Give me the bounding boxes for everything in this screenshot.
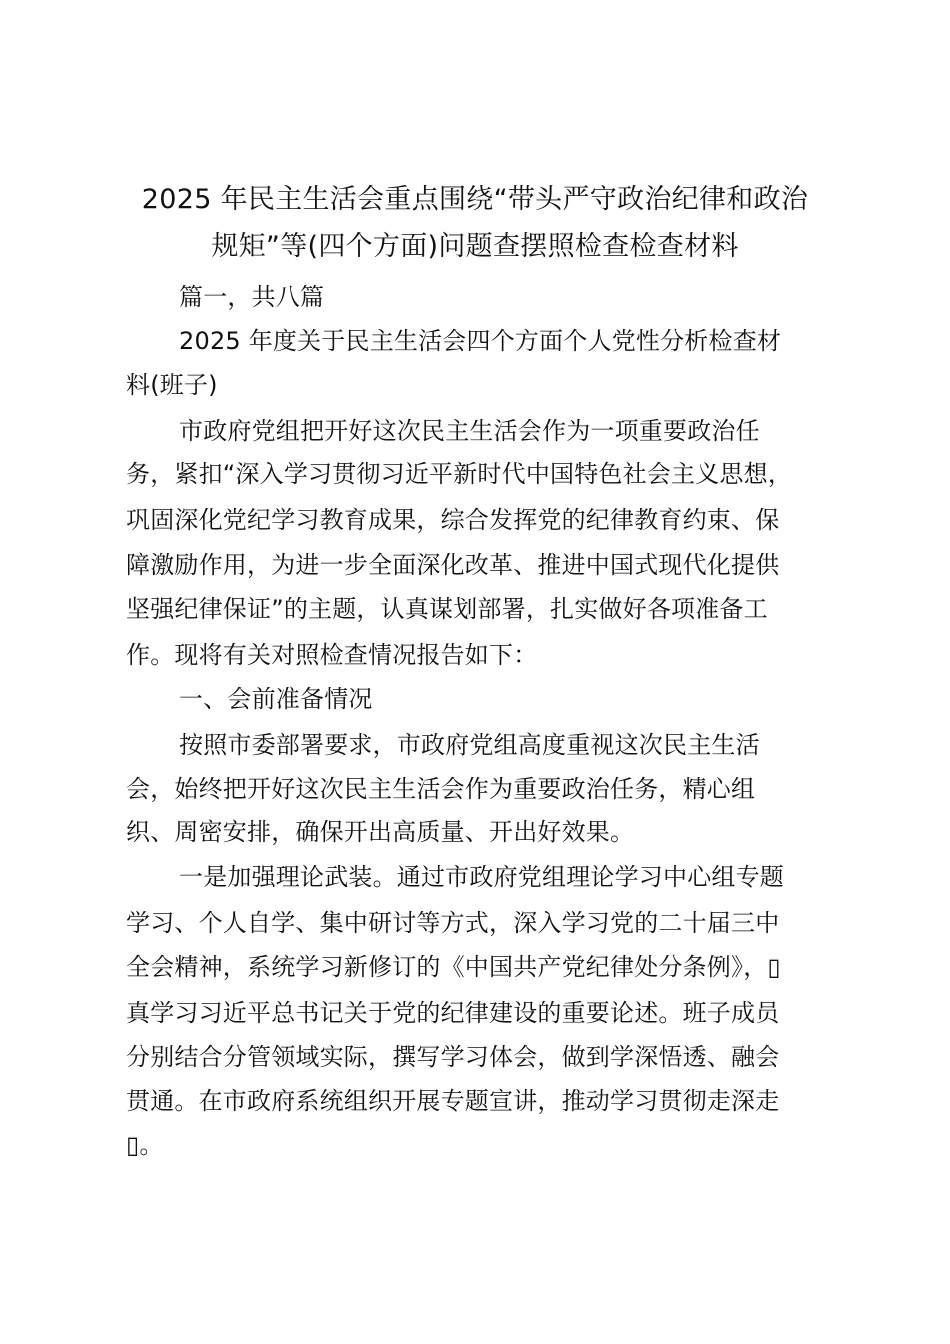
text-line: 市政府党组把开好这次民主生活会作为一项重要政治任 xyxy=(179,417,760,445)
text-line: 织、周密安排，确保开出高质量、开出好效果。 xyxy=(126,818,635,846)
text-line: ▯。 xyxy=(126,1131,164,1159)
text-line: 巩固深化党纪学习教育成果，综合发挥党的纪律教育约束、保 xyxy=(126,506,780,534)
text-line: 篇一，共八篇 xyxy=(179,283,325,311)
text-line: 会，始终把开好这次民主生活会作为重要政治任务，精心组 xyxy=(126,775,756,803)
text-line: 务，紧扣“深入学习贯彻习近平新时代中国特色社会主义思想， xyxy=(126,460,793,488)
text-line: 坚强纪律保证”的主题，认真谋划部署，扎实做好各项准备工 xyxy=(126,595,768,623)
text-line: 障激励作用，为进一步全面深化改革、推进中国式现代化提供 xyxy=(126,551,780,579)
section-heading: 一、会前准备情况 xyxy=(179,685,373,713)
text-line: 全会精神，系统学习新修订的《中国共产党纪律处分条例》，▯ xyxy=(126,953,781,981)
title-line-1: 2025 年民主生活会重点围绕“带头严守政治纪律和政治 xyxy=(141,184,809,215)
text-line: 学习、个人自学、集中研讨等方式，深入学习党的二十届三中 xyxy=(126,909,780,937)
text-line: 料(班子) xyxy=(126,371,218,399)
text-line: 分别结合分管领域实际，撰写学习体会，做到学深悟透、融会 xyxy=(126,1043,780,1071)
document-title xyxy=(110,176,840,270)
text-line: 一是加强理论武装。通过市政府党组理论学习中心组专题 xyxy=(179,863,784,891)
text-line: 真学习习近平总书记关于党的纪律建设的重要论述。班子成员 xyxy=(126,999,780,1027)
title-line-2: 规矩”等(四个方面)问题查摆照检查检查材料 xyxy=(211,231,739,262)
text-line: 贯通。在市政府系统组织开展专题宣讲，推动学习贯彻走深走 xyxy=(126,1087,780,1115)
text-line: 按照市委部署要求，市政府党组高度重视这次民主生活 xyxy=(179,731,760,759)
text-line: 作。现将有关对照检查情况报告如下： xyxy=(126,641,538,669)
text-line: 2025 年度关于民主生活会四个方面个人党性分析检查材 xyxy=(179,327,782,355)
